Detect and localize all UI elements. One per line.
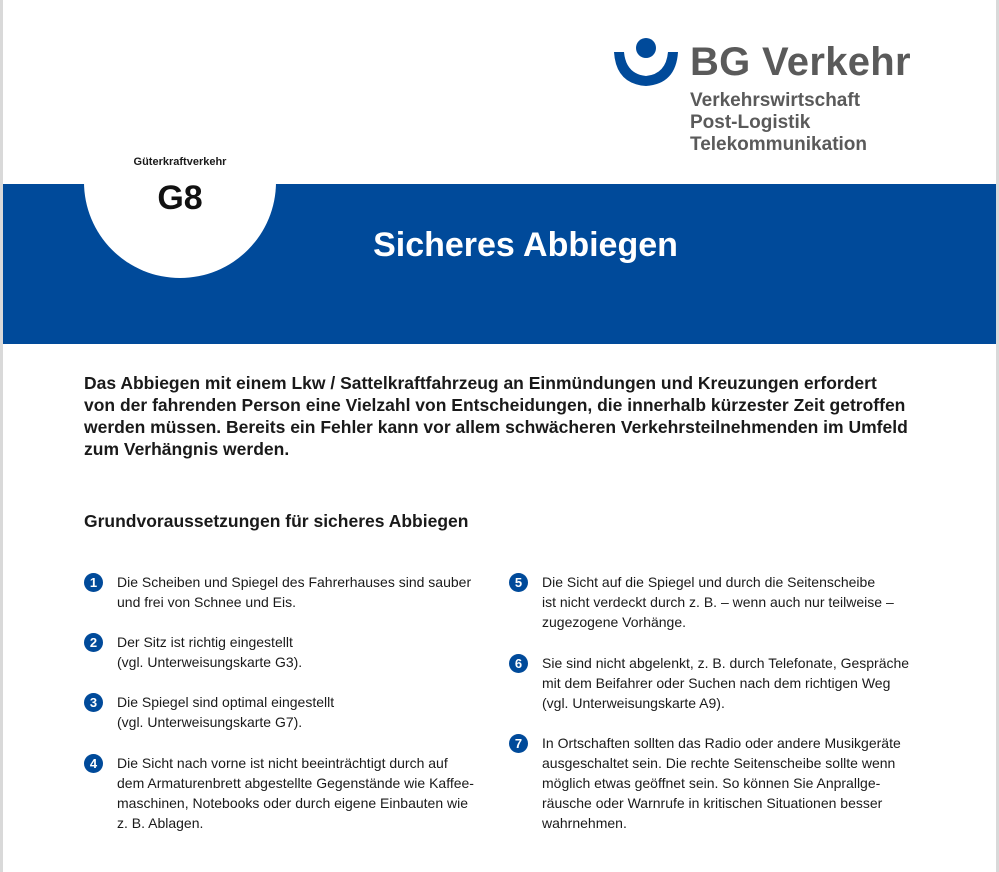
item-line: In Ortschaften sollten das Radio oder andere Musikgeräte <box>542 735 901 751</box>
number-badge-icon: 5 <box>509 573 528 592</box>
list-item-text <box>117 572 471 612</box>
item-line: Die Sicht nach vorne ist nicht beeinträchtigt durch auf <box>117 755 448 771</box>
item-line: möglich etwas geöffnet sein. So können Sie Anprallge- <box>542 775 881 791</box>
item-line: (vgl. Unterweisungskarte A9). <box>542 695 725 711</box>
item-line: z. B. Ablagen. <box>117 815 204 831</box>
brand-line: Post-Logistik <box>690 112 811 133</box>
item-line: Die Spiegel sind optimal eingestellt <box>117 694 335 710</box>
number-badge-icon: 3 <box>84 693 103 712</box>
item-line: (vgl. Unterweisungskarte G3). <box>117 654 303 670</box>
list-item-text <box>117 753 474 833</box>
item-line: zugezogene Vorhänge. <box>542 614 687 630</box>
item-line: Der Sitz ist richtig eingestellt <box>117 634 293 650</box>
item-line: ausgeschaltet sein. Die rechte Seitenscheibe sollte wenn <box>542 755 896 771</box>
brand-subtitle <box>690 90 867 156</box>
brand-line: Verkehrswirtschaft <box>690 90 861 111</box>
number-badge-icon: 6 <box>509 654 528 673</box>
page-title: Sicheres Abbiegen <box>373 226 678 264</box>
number-badge-icon: 2 <box>84 633 103 652</box>
intro-paragraph <box>84 372 934 460</box>
intro-line: von der fahrenden Person eine Vielzahl von Entscheidungen, die innerhalb kürzester Zeit getroffen <box>84 395 906 415</box>
brand-name: BG Verkehr <box>690 40 911 84</box>
item-line: (vgl. Unterweisungskarte G7). <box>117 714 303 730</box>
item-line: und frei von Schnee und Eis. <box>117 594 297 610</box>
item-line: Sie sind nicht abgelenkt, z. B. durch Telefonate, Gespräche <box>542 655 910 671</box>
badge-category: Güterkraftverkehr <box>133 156 227 168</box>
list-item-text <box>542 653 909 713</box>
bg-logo-mark-icon <box>612 38 680 88</box>
item-line: maschinen, Notebooks oder durch eigene Einbauten wie <box>117 795 469 811</box>
intro-line: werden müssen. Bereits ein Fehler kann vor allem schwächeren Verkehrsteilnehmenden im Umfeld <box>84 417 908 437</box>
item-line: mit dem Beifahrer oder Suchen nach dem richtigen Weg <box>542 675 891 691</box>
intro-line: zum Verhängnis werden. <box>84 439 290 459</box>
number-badge-icon: 4 <box>84 754 103 773</box>
list-item-text <box>542 733 901 833</box>
intro-line: Das Abbiegen mit einem Lkw / Sattelkraftfahrzeug an Einmündungen und Kreuzungen erfordert <box>84 373 877 393</box>
section-heading: Grundvoraussetzungen für sicheres Abbiegen <box>84 511 469 531</box>
number-badge-icon: 7 <box>509 734 528 753</box>
item-line: dem Armaturenbrett abgestellte Gegenstände wie Kaffee- <box>117 775 474 791</box>
item-line: ist nicht verdeckt durch z. B. – wenn auch nur teilweise – <box>542 594 894 610</box>
item-line: Die Scheiben und Spiegel des Fahrerhauses sind sauber <box>117 574 472 590</box>
badge-code: G8 <box>157 179 203 217</box>
bg-verkehr-logo <box>612 38 932 158</box>
brand-line: Telekommunikation <box>690 134 868 155</box>
page-edge-left <box>0 0 3 872</box>
list-item-text <box>117 692 334 732</box>
item-line: Die Sicht auf die Spiegel und durch die Seitenscheibe <box>542 574 876 590</box>
list-item-text <box>117 632 302 672</box>
number-badge-icon: 1 <box>84 573 103 592</box>
item-line: wahrnehmen. <box>542 815 627 831</box>
list-item-text <box>542 572 894 632</box>
item-line: räusche oder Warnrufe in kritischen Situationen besser <box>542 795 883 811</box>
